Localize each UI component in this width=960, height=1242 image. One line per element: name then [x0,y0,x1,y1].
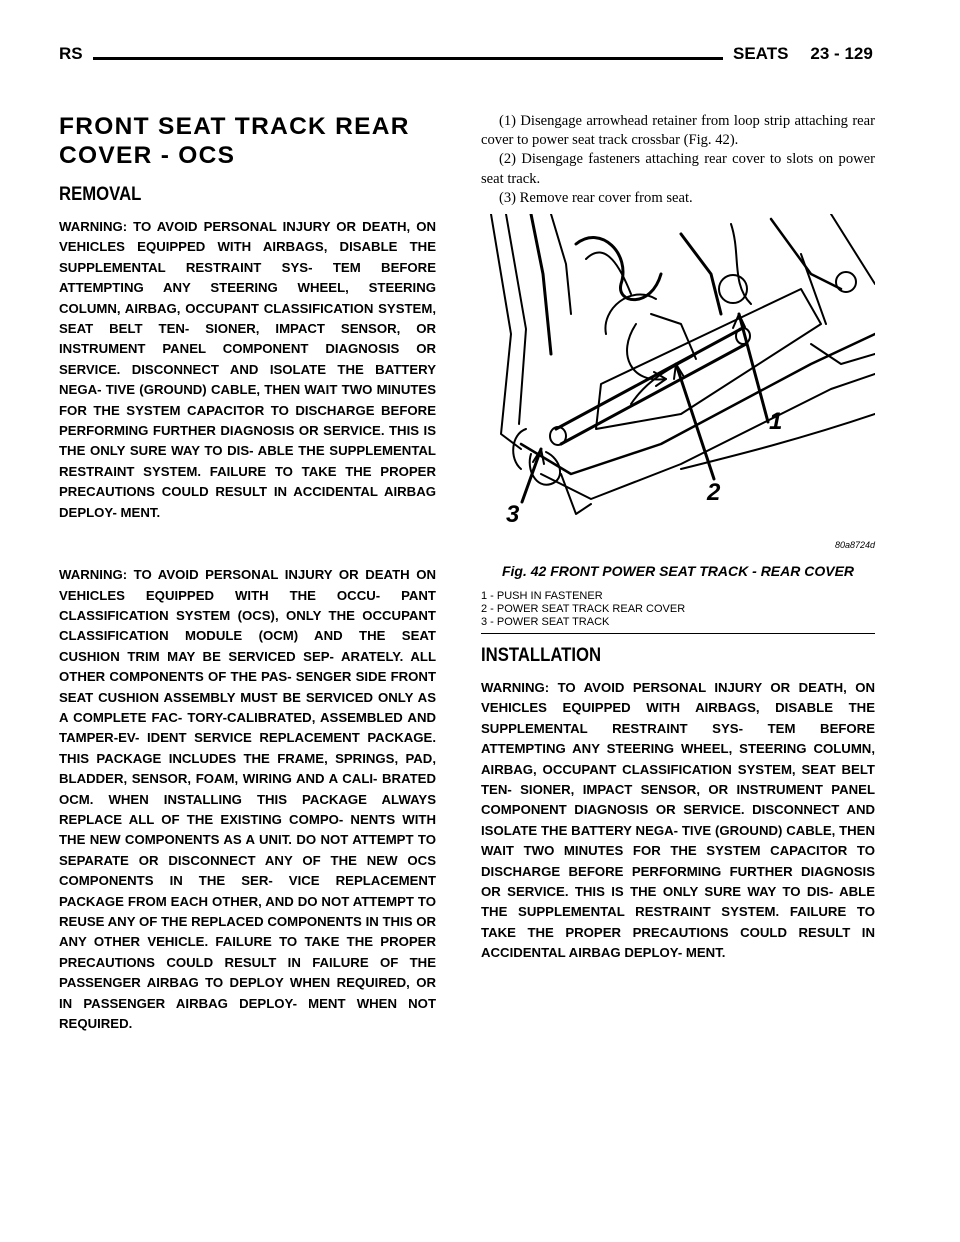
figure-42-illustration [481,214,875,559]
left-column [59,112,436,1034]
spacer [59,523,436,565]
section-title-line2: COVER - OCS [59,142,236,169]
callout-3: 3 [506,501,520,529]
step-1: (1) Disengage arrowhead retainer from loop strip attaching rear cover to power seat track crossbar (Fig. 42). [481,113,875,149]
figure-caption: Fig. 42 FRONT POWER SEAT TRACK - REAR COVER [501,563,855,580]
section-title [59,112,436,170]
figure-code: 80a8724d [834,540,875,551]
ocs-warning: WARNING: TO AVOID PERSONAL INJURY OR DEATH ON VEHICLES EQUIPPED WITH THE OCCU- PANT CLASSIFICATION SYSTEM (OCS), ONLY THE OCCUPANT CLASSIFICATION MODULE (OCM) AND THE SEAT CUSHION TRIM MAY BE SERVICED SEP- ARATELY. ALL OTHER COMPONENTS OF THE PAS- SENGER SIDE FRONT SEAT CUSHION ASSEMBLY MUST BE SERVICED ONLY AS A COMPLETE FAC- TORY-CALIBRATED, ASSEMBLED AND TAMPER-EV- IDENT SERVICE REPLACEMENT PACKAGE. THIS PACKAGE INCLUDES THE FRAME, SPRINGS, PAD, BLADDER, SENSOR, FOAM, WIRING AND A CALI- BRATED OCM. WHEN INSTALLING THIS PACKAGE ALWAYS REPLACE ALL OF THE EXISTING COMPO- NENTS WITH THE NEW COMPONENTS AS A UNIT. DO NOT ATTEMPT TO SEPARATE OR DISCONNECT ANY OF THE NEW OCS COMPONENTS IN THE SER- VICE REPLACEMENT PACKAGE FROM EACH OTHER, AND DO NOT ATTEMPT TO REUSE ANY OF THE REPLACED COMPONENTS IN THIS OR ANY OTHER VEHICLE. FAILURE TO TAKE THE PROPER PRECAUTIONS COULD RESULT IN FAILURE OF THE PASSENGER AIRBAG TO DEPLOY WHEN REQUIRED, OR IN PASSENGER AIRBAG DEPLOY- MENT WHEN NOT REQUIRED. [59,567,436,1032]
removal-heading: REMOVAL [59,184,142,205]
airbag-warning-1: WARNING: TO AVOID PERSONAL INJURY OR DEATH, ON VEHICLES EQUIPPED WITH AIRBAGS, DISABLE THE SUPPLEMENTAL RESTRAINT SYS- TEM BEFORE ATTEMPTING ANY STEERING WHEEL, STEERING COLUMN, AIRBAG, OCCUPANT CLASSIFICATION SYSTEM, SEAT BELT TEN- SIONER, IMPACT SENSOR, OR INSTRUMENT PANEL COMPONENT DIAGNOSIS OR SERVICE. DISCONNECT AND ISOLATE THE BATTERY NEGA- TIVE (GROUND) CABLE, THEN WAIT TWO MINUTES FOR THE SYSTEM CAPACITOR TO DISCHARGE BEFORE PERFORMING FURTHER DIAGNOSIS OR SERVICE. THIS IS THE ONLY SURE WAY TO DIS- ABLE THE SUPPLEMENTAL RESTRAINT SYSTEM. FAILURE TO TAKE THE PROPER PRECAUTIONS COULD RESULT IN ACCIDENTAL AIRBAG DEPLOY- MENT. [59,219,436,520]
airbag-warning-2: WARNING: TO AVOID PERSONAL INJURY OR DEATH, ON VEHICLES EQUIPPED WITH AIRBAGS, DISABLE THE SUPPLEMENTAL RESTRAINT SYS- TEM BEFORE ATTEMPTING ANY STEERING WHEEL, STEERING COLUMN, AIRBAG, OCCUPANT CLASSIFICATION SYSTEM, SEAT BELT TEN- SIONER, IMPACT SENSOR, OR INSTRUMENT PANEL COMPONENT DIAGNOSIS OR SERVICE. DISCONNECT AND ISOLATE THE BATTERY NEGA- TIVE (GROUND) CABLE, THEN WAIT TWO MINUTES FOR THE SYSTEM CAPACITOR TO DISCHARGE BEFORE PERFORMING FURTHER DIAGNOSIS OR SERVICE. THIS IS THE ONLY SURE WAY TO DIS- ABLE THE SUPPLEMENTAL RESTRAINT SYSTEM. FAILURE TO TAKE THE PROPER PRECAUTIONS COULD RESULT IN ACCIDENTAL AIRBAG DEPLOY- MENT. [481,680,875,961]
installation-heading: INSTALLATION [481,645,602,667]
seat-track-illustration [481,214,875,559]
step-3: (3) Remove rear cover from seat. [499,189,693,206]
header-section: SEATS [733,44,789,63]
callout-1: 1 [769,408,783,436]
step-2: (2) Disengage fasteners attaching rear cover to slots on power seat track. [481,151,875,187]
right-column [481,112,875,964]
legend-item-3: 3 - POWER SEAT TRACK [481,616,610,629]
callout-2: 2 [707,479,721,507]
legend-divider [481,633,875,634]
section-title-line1: FRONT SEAT TRACK REAR [59,113,410,140]
header-page-number: 23 - 129 [810,44,873,63]
legend-item-2: 2 - POWER SEAT TRACK REAR COVER [481,603,686,616]
legend-item-1: 1 - PUSH IN FASTENER [481,590,603,603]
header-right [733,44,873,64]
header-rule [93,57,723,60]
header-manual-code: RS [59,44,83,63]
